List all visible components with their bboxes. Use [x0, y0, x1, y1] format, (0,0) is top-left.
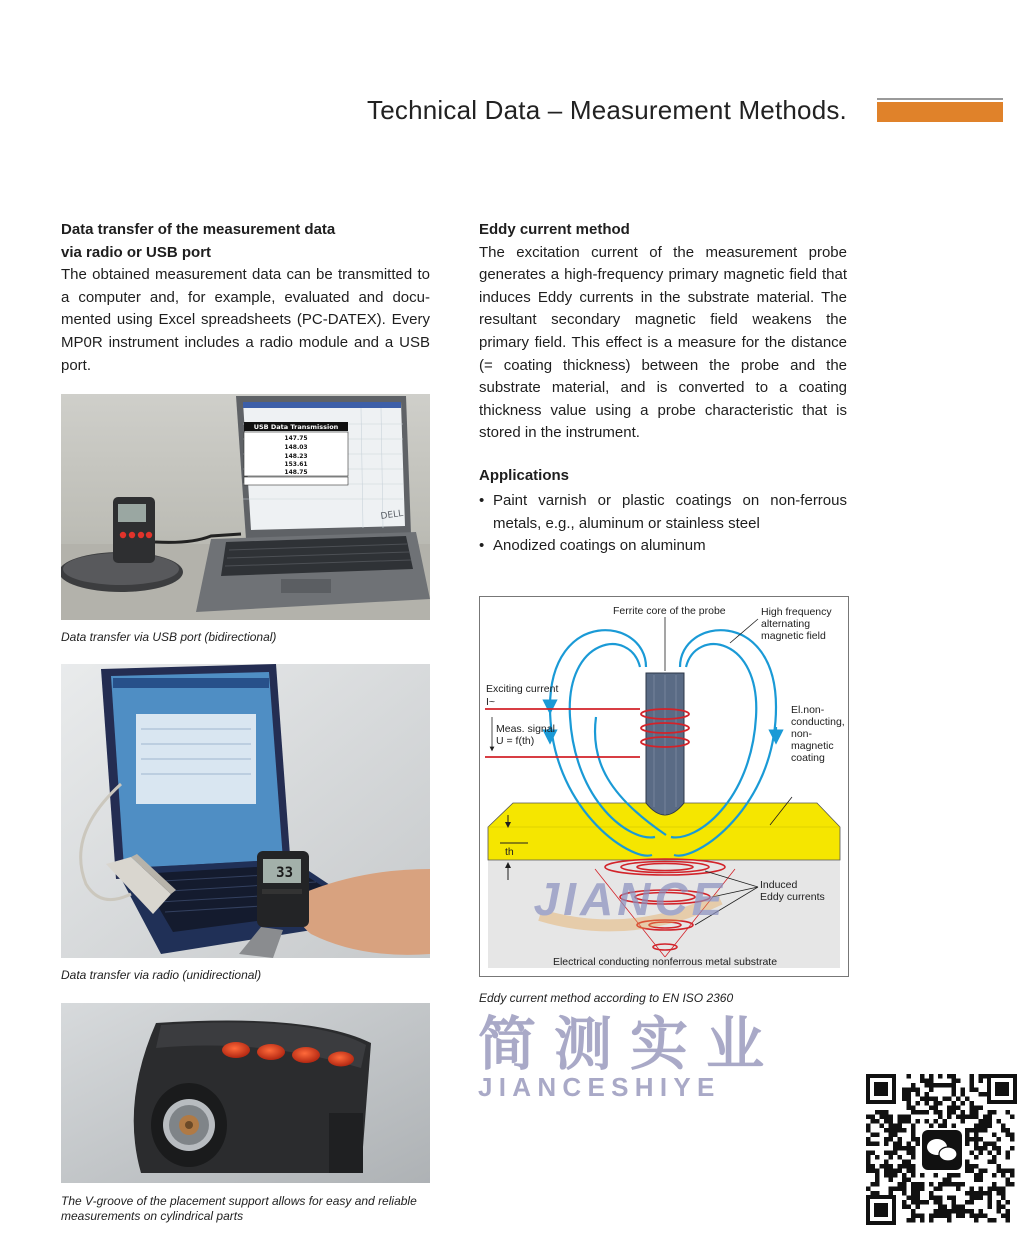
label-coating: coating [791, 752, 825, 764]
application-item: • Anodized coatings on aluminum [479, 535, 847, 558]
data-transfer-body: The obtained measurement data can be transmitted to a computer and, for example, evaluated and documented using Excel spreadsheets (PC-DATEX). Every MP0R instrument includes a radio module and a USB port. [61, 266, 430, 374]
screen-value: 148.75 [284, 469, 308, 476]
application-item: • Paint varnish or plastic coatings on non-ferrous metals, e.g., aluminum or stainless steel [479, 490, 847, 535]
page-title: Technical Data – Measurement Methods. [367, 95, 847, 125]
label-coating: El.non- [791, 704, 825, 716]
photo-caption: Data transfer via radio (unidirectional) [61, 968, 262, 982]
eddy-current-heading: Eddy current method [479, 221, 630, 238]
label-meas-signal: Meas. signal [496, 723, 555, 735]
applications-heading: Applications [479, 467, 570, 484]
label-ferrite-core: Ferrite core of the probe [613, 605, 726, 617]
label-hf-field: High frequency [761, 606, 832, 618]
label-hf-field: alternating [761, 618, 811, 630]
jiance-logo-watermark [534, 873, 727, 925]
applications-list [479, 490, 847, 558]
photo-caption: Data transfer via USB port (bidirectional) [61, 630, 277, 644]
screen-title: USB Data Transmission [253, 423, 339, 431]
eddy-current-body: The excitation current of the measurement probe generates a high-frequency primary magnetic field that induces Eddy currents in the substrate material. The resultant secondary magnetic field weakens the primary field. This effect is a measure for the distance (= coating thickness) between the probe and the substrate material, and is converted to a coating thickness value using a probe characteristic that is stored in the instrument. [479, 243, 847, 442]
eddy-current-section [479, 219, 847, 445]
diagram-caption: Eddy current method according to EN ISO 2360 [479, 991, 734, 1005]
label-coating: magnetic [791, 740, 834, 752]
label-thickness: th [505, 846, 514, 858]
label-coating: non- [791, 728, 813, 740]
label-induced-eddy: Eddy currents [760, 891, 825, 903]
label-induced-eddy: Induced [760, 879, 798, 891]
watermark-pinyin: JIANCESHIYE [478, 1072, 721, 1102]
screen-value: 153.61 [284, 461, 308, 468]
photo-caption: The V-groove of the placement support allows for easy and reliable measurements on cylindrical parts [61, 1194, 417, 1223]
screen-value: 148.23 [284, 453, 308, 460]
label-substrate: Electrical conducting nonferrous metal substrate [552, 956, 778, 968]
label-hf-field: magnetic field [761, 630, 826, 642]
wechat-qr-code[interactable] [864, 1072, 1019, 1227]
data-transfer-heading-line1: Data transfer of the measurement data [61, 221, 336, 238]
photo-radio-transfer [61, 664, 430, 958]
data-transfer-heading-line2: via radio or USB port [61, 243, 212, 261]
laptop-brand: DELL [380, 508, 404, 522]
label-coating: conducting, [791, 716, 845, 728]
gauge-reading: 33 [276, 865, 293, 881]
label-exciting-current: Exciting current [486, 683, 559, 695]
title-accent-bar [877, 102, 1003, 122]
photo-probe-closeup [61, 1003, 430, 1183]
data-transfer-section [61, 219, 430, 377]
photo-usb-transfer [61, 394, 430, 620]
title-divider [877, 98, 1003, 100]
screen-value: 147.75 [284, 435, 308, 442]
label-meas-signal: U = f(th) [496, 735, 535, 747]
watermark-logo-text: JIANCE [533, 873, 727, 925]
eddy-current-diagram [479, 596, 849, 977]
label-exciting-current: I~ [486, 696, 496, 708]
watermark-chinese: 简测实业 [478, 1012, 783, 1077]
screen-value: 148.03 [284, 444, 308, 451]
